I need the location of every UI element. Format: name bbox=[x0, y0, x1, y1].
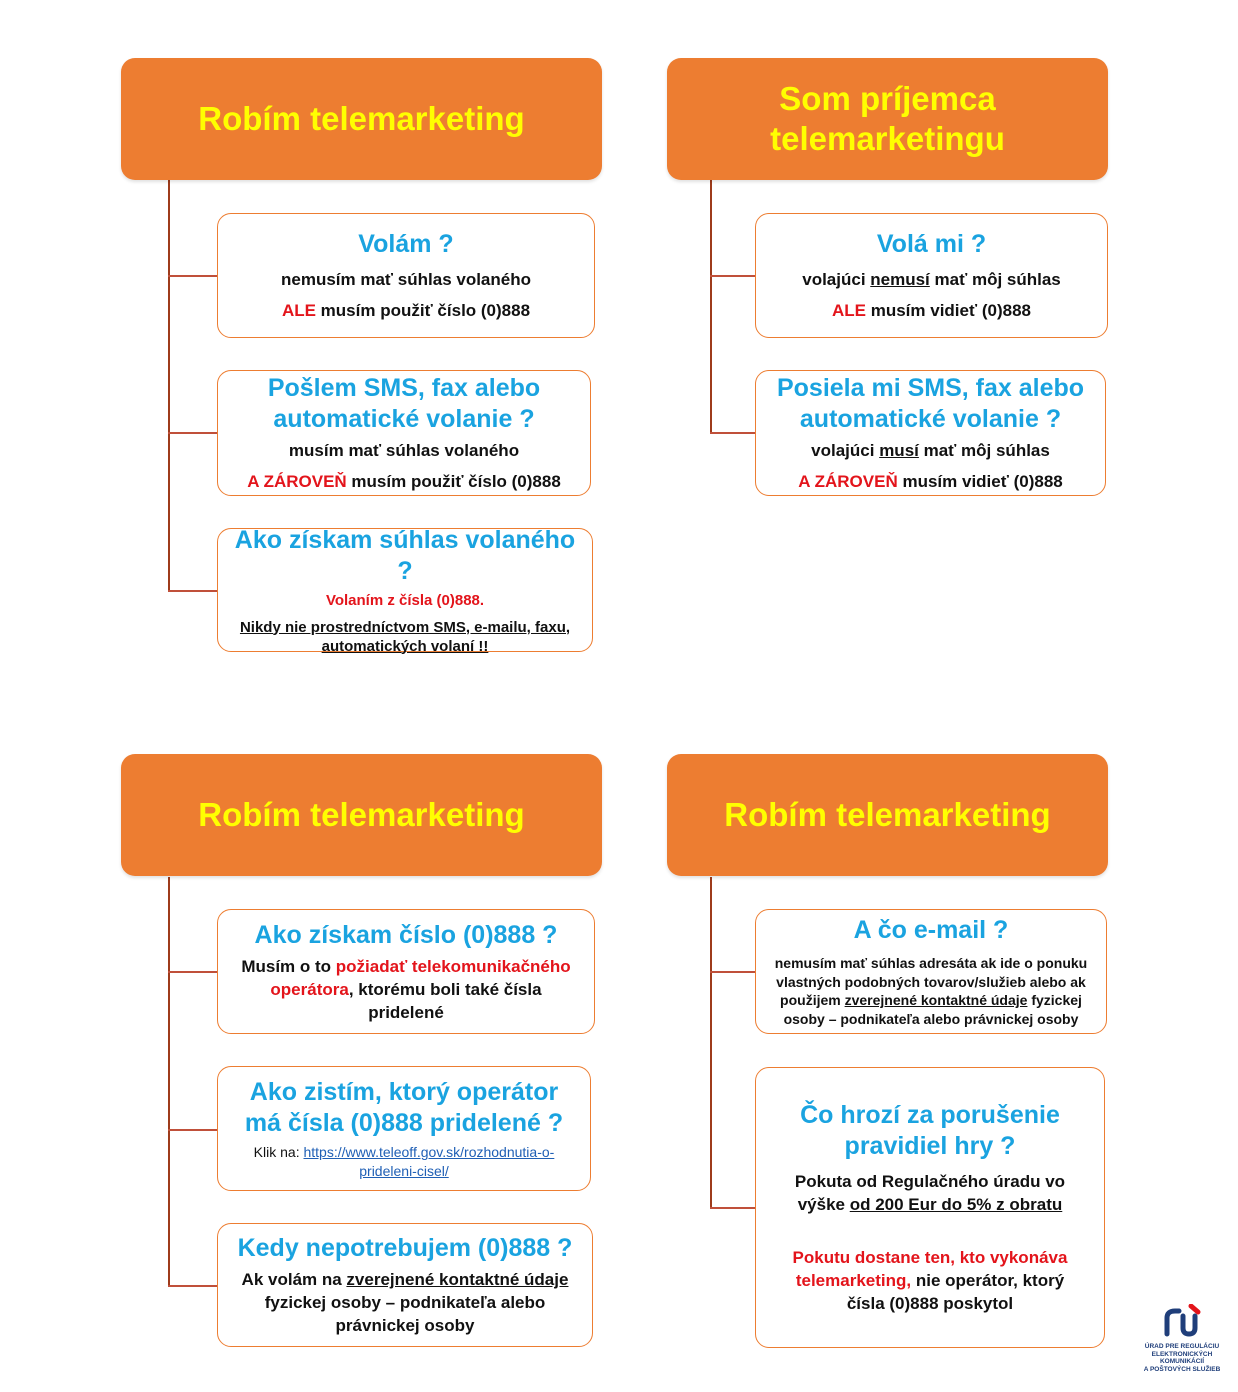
card-text: osoby – podnikateľa alebo právnickej osoby bbox=[783, 1010, 1079, 1027]
card-text: Musím o to požiadať telekomunikačného bbox=[241, 956, 571, 976]
card-text: volajúci musí mať môj súhlas bbox=[811, 441, 1050, 460]
connector-trunk bbox=[168, 877, 170, 1287]
card-co-hrozi bbox=[755, 1067, 1105, 1348]
teleoff-link[interactable]: https://www.teleoff.gov.sk/rozhodnutia-o- bbox=[303, 1144, 555, 1160]
card-text: vlastných podobných tovarov/služieb alebo ak bbox=[776, 973, 1086, 990]
card-text: Pokuta od Regulačného úradu vo bbox=[794, 1172, 1066, 1191]
card-text: telemarketing, nie operátor, ktorý bbox=[795, 1271, 1065, 1290]
connector-branch bbox=[168, 1129, 217, 1131]
card-title: Ako získam súhlas volaného ? bbox=[234, 525, 576, 585]
card-text: Pokutu dostane ten, kto vykonáva bbox=[792, 1248, 1068, 1267]
card-title: automatické volanie ? bbox=[799, 405, 1062, 433]
header-robim-telemarketing: Robím telemarketing bbox=[121, 754, 602, 876]
header-robim-telemarketing: Robím telemarketing bbox=[667, 754, 1108, 876]
card-title: Volá mi ? bbox=[876, 230, 987, 258]
connector-trunk bbox=[710, 180, 712, 434]
connector-branch bbox=[710, 275, 755, 277]
header-som-prijemca: Som príjemca telemarketingu bbox=[667, 58, 1108, 180]
card-vola-mi bbox=[755, 213, 1108, 338]
card-text: A ZÁROVEŇ musím vidieť (0)888 bbox=[798, 472, 1063, 491]
card-text: ALE musím vidieť (0)888 bbox=[832, 301, 1031, 320]
card-text: pridelené bbox=[368, 1002, 444, 1022]
ru-logo-icon bbox=[1161, 1304, 1203, 1338]
card-text: Ak volám na zverejnené kontaktné údaje bbox=[241, 1270, 569, 1289]
card-text: musím mať súhlas volaného bbox=[288, 441, 520, 460]
card-title: A čo e-mail ? bbox=[853, 916, 1009, 944]
card-title: Čo hrozí za porušenie bbox=[800, 1101, 1060, 1129]
connector-branch bbox=[168, 1285, 217, 1287]
header-robim-telemarketing: Robím telemarketing bbox=[121, 58, 602, 180]
card-text: operátora, ktorému boli také čísla bbox=[270, 979, 542, 999]
card-text: A ZÁROVEŇ musím použiť číslo (0)888 bbox=[247, 472, 561, 491]
card-text: použijem zverejnené kontaktné údaje fyzickej bbox=[780, 992, 1082, 1008]
regulator-logo bbox=[1136, 1304, 1228, 1373]
card-posiela-mi-sms bbox=[755, 370, 1106, 496]
card-title: má čísla (0)888 pridelené ? bbox=[244, 1109, 564, 1137]
card-title: automatické volanie ? bbox=[273, 405, 535, 433]
connector-trunk bbox=[168, 180, 170, 592]
connector-branch bbox=[168, 590, 217, 592]
card-title: pravidiel hry ? bbox=[844, 1132, 1016, 1160]
card-title: Pošlem SMS, fax alebo bbox=[267, 374, 541, 402]
logo-text: ELEKTRONICKÝCH KOMUNIKÁCIÍ bbox=[1151, 1350, 1213, 1365]
connector-branch bbox=[168, 432, 217, 434]
card-title: Kedy nepotrebujem (0)888 ? bbox=[237, 1234, 573, 1262]
card-text: nemusím mať súhlas volaného bbox=[281, 270, 531, 289]
card-text: fyzickej osoby – podnikateľa alebo bbox=[264, 1293, 546, 1312]
card-text: Klik na: https://www.teleoff.gov.sk/rozhodnutia-o- bbox=[253, 1144, 555, 1160]
card-ako-ziskam-suhlas bbox=[217, 525, 593, 655]
card-text bbox=[359, 1162, 448, 1181]
logo-text: ÚRAD PRE REGULÁCIU bbox=[1144, 1343, 1220, 1350]
connector-branch bbox=[710, 1207, 755, 1209]
card-text: volajúci nemusí mať môj súhlas bbox=[802, 270, 1061, 289]
card-text: výške od 200 Eur do 5% z obratu bbox=[797, 1195, 1063, 1214]
connector-branch bbox=[168, 275, 217, 277]
teleoff-link[interactable]: prideleni-cisel/ bbox=[359, 1162, 449, 1179]
card-text: automatických volaní !! bbox=[321, 637, 489, 655]
card-text: právnickej osoby bbox=[335, 1316, 475, 1335]
card-ako-zistim-operatora bbox=[217, 1066, 591, 1191]
card-text: ALE musím použiť číslo (0)888 bbox=[281, 301, 531, 320]
card-title: Posiela mi SMS, fax alebo bbox=[776, 374, 1085, 402]
connector-branch bbox=[168, 971, 217, 973]
card-title: Ako získam číslo (0)888 ? bbox=[254, 920, 558, 949]
card-ako-ziskam-cislo bbox=[217, 909, 595, 1034]
connector-trunk bbox=[710, 877, 712, 1209]
card-text: Volaním z čísla (0)888. bbox=[325, 591, 485, 609]
connector-branch bbox=[710, 971, 755, 973]
card-kedy-nepotrebujem bbox=[217, 1223, 593, 1347]
card-volam bbox=[217, 213, 595, 338]
card-title: Volám ? bbox=[358, 230, 454, 258]
card-text: Nikdy nie prostredníctvom SMS, e-mailu, faxu, bbox=[239, 618, 571, 636]
card-a-co-email bbox=[755, 909, 1107, 1034]
card-poslem-sms bbox=[217, 370, 591, 496]
card-text: nemusím mať súhlas adresáta ak ide o ponuku bbox=[774, 955, 1088, 971]
card-title: Ako zistím, ktorý operátor bbox=[249, 1078, 559, 1106]
connector-branch bbox=[710, 432, 755, 434]
card-text: čísla (0)888 poskytol bbox=[846, 1294, 1014, 1313]
logo-text: A POŠTOVÝCH SLUŽIEB bbox=[1143, 1365, 1221, 1373]
